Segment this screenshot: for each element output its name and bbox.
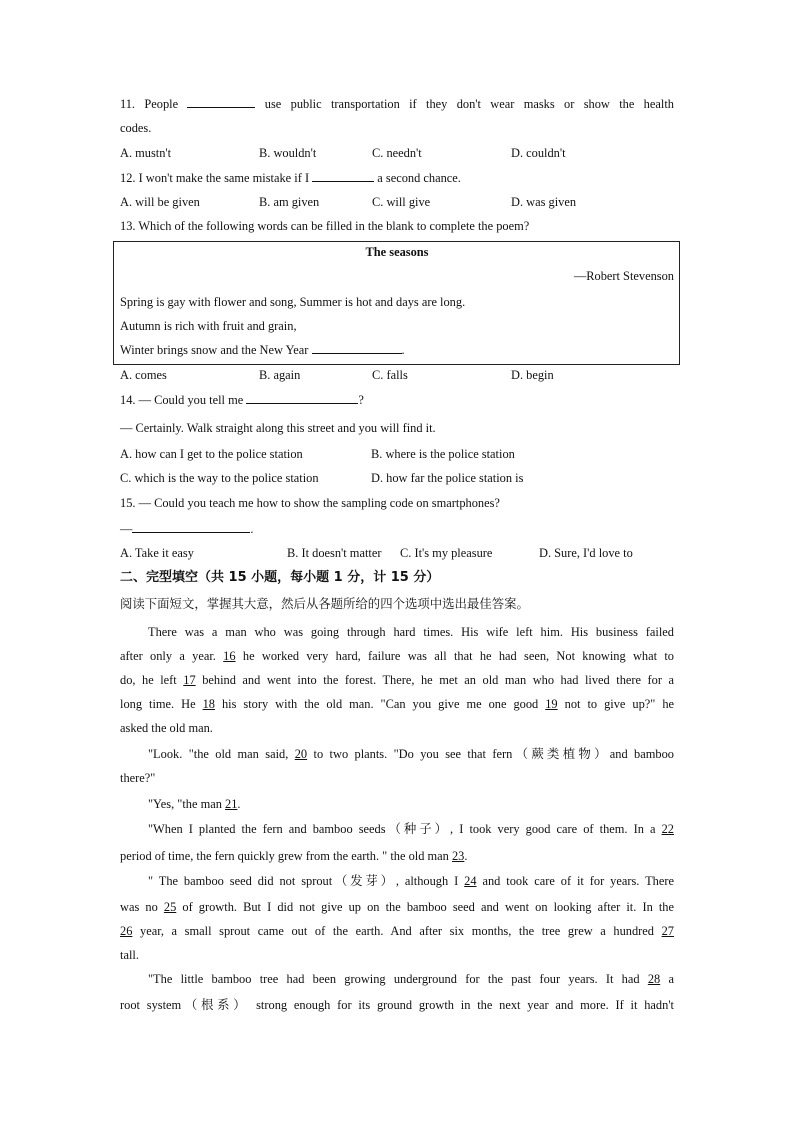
blank-number: 26 [120, 924, 133, 938]
answer-blank [132, 521, 250, 533]
q11-option-d: D. couldn't [511, 146, 566, 160]
q12-option-d: D. was given [511, 195, 577, 209]
blank-number: 21 [225, 797, 238, 811]
poem-author: —Robert Stevenson [573, 269, 674, 283]
blank-number: 25 [163, 900, 177, 914]
q13-option-c: C. falls [372, 368, 408, 382]
section-instruction: 阅读下面短文，掌握其大意，然后从各题所给的四个选项中选出最佳答案。 [120, 596, 529, 611]
q12-option-a: A. will be given [120, 195, 200, 209]
q12-stem: 12. I won't make the same mistake if I a second chance. [120, 171, 461, 185]
blank-number: 22 [661, 822, 674, 836]
blank-number: 24 [464, 874, 477, 888]
q14-stem: 14. — Could you tell me ? [120, 393, 364, 407]
blank-number: 23 [451, 849, 465, 863]
passage-line: " The bamboo seed did not sprout（发芽）, although I 24 and took care of it for years. There [148, 874, 674, 888]
answer-blank [312, 170, 374, 182]
poem-line-2: Autumn is rich with fruit and grain, [120, 319, 297, 333]
blank-number: 28 [647, 972, 661, 986]
passage-line: tall. [120, 948, 139, 962]
poem-line-3: Winter brings snow and the New Year . [120, 343, 405, 357]
q11-option-b: B. wouldn't [259, 146, 317, 160]
passage-line: was no 25 of growth. But I did not give up on the bamboo seed and went on looking after it. In the [120, 900, 674, 914]
blank-number: 18 [202, 697, 215, 711]
answer-blank [312, 342, 402, 354]
q13-stem: 13. Which of the following words can be filled in the blank to complete the poem? [120, 219, 530, 233]
passage-line: long time. He 18 his story with the old man. "Can you give me one good 19 not to give up?" he [120, 697, 675, 711]
q11-option-c: C. needn't [372, 146, 422, 160]
q15-option-b: B. It doesn't matter [287, 546, 382, 560]
passage-line: "The little bamboo tree had been growing underground for the past four years. It had 28 a [148, 972, 674, 986]
q14-option-d: D. how far the police station is [371, 471, 524, 485]
q11-stem-cont: codes. [120, 121, 152, 135]
passage-line: asked the old man. [120, 721, 213, 735]
passage-line: do, he left 17 behind and went into the forest. There, he met an old man who had lived there for a [120, 673, 675, 687]
q15-option-a: A. Take it easy [120, 546, 194, 560]
q13-option-b: B. again [259, 368, 301, 382]
passage-line: after only a year. 16 he worked very hard, failure was all that he had seen, Not knowing what to [120, 649, 675, 663]
answer-blank [246, 392, 358, 404]
q15-option-d: D. Sure, I'd love to [539, 546, 633, 560]
q14-option-b: B. where is the police station [371, 447, 515, 461]
q14-reply: — Certainly. Walk straight along this street and you will find it. [120, 421, 436, 435]
q14-option-a: A. how can I get to the police station [120, 447, 303, 461]
passage-line: there?" [120, 771, 156, 785]
q12-option-c: C. will give [372, 195, 431, 209]
passage-line: There was a man who was going through hard times. His wife left him. His business failed [148, 625, 674, 639]
q12-option-b: B. am given [259, 195, 320, 209]
blank-number: 16 [223, 649, 236, 663]
q14-option-c: C. which is the way to the police station [120, 471, 319, 485]
q13-option-d: D. begin [511, 368, 554, 382]
q15-option-c: C. It's my pleasure [400, 546, 493, 560]
q11-option-a: A. mustn't [120, 146, 172, 160]
passage-line: root system（根系） strong enough for its ground growth in the next year and more. If it hadn't [120, 998, 674, 1012]
blank-number: 27 [661, 924, 674, 938]
passage-line: "When I planted the fern and bamboo seeds（种子）, I took very good care of them. In a 22 [148, 822, 674, 836]
passage-line: "Look. "the old man said, 20 to two plants. "Do you see that fern（蕨类植物）and bamboo [148, 747, 674, 761]
passage-line: period of time, the fern quickly grew from the earth. " the old man 23. [120, 849, 468, 863]
poem-line-1: Spring is gay with flower and song, Summer is hot and days are long. [120, 295, 466, 309]
answer-blank [187, 96, 255, 108]
q11-stem: 11. People use public transportation if they don't wear masks or show the health [120, 97, 674, 111]
poem-title: The seasons [365, 245, 429, 259]
q15-stem: 15. — Could you teach me how to show the sampling code on smartphones? [120, 496, 500, 510]
section-heading: 二、完型填空（共 15 小题，每小题 1 分，计 15 分） [120, 570, 440, 585]
blank-number: 17 [183, 673, 196, 687]
blank-number: 20 [294, 747, 308, 761]
passage-line: "Yes, "the man 21. [148, 797, 241, 811]
q15-reply: — . [120, 522, 254, 536]
q13-option-a: A. comes [120, 368, 167, 382]
passage-line: 26 year, a small sprout came out of the earth. And after six months, the tree grew a hundred 27 [120, 924, 674, 938]
blank-number: 19 [545, 697, 558, 711]
